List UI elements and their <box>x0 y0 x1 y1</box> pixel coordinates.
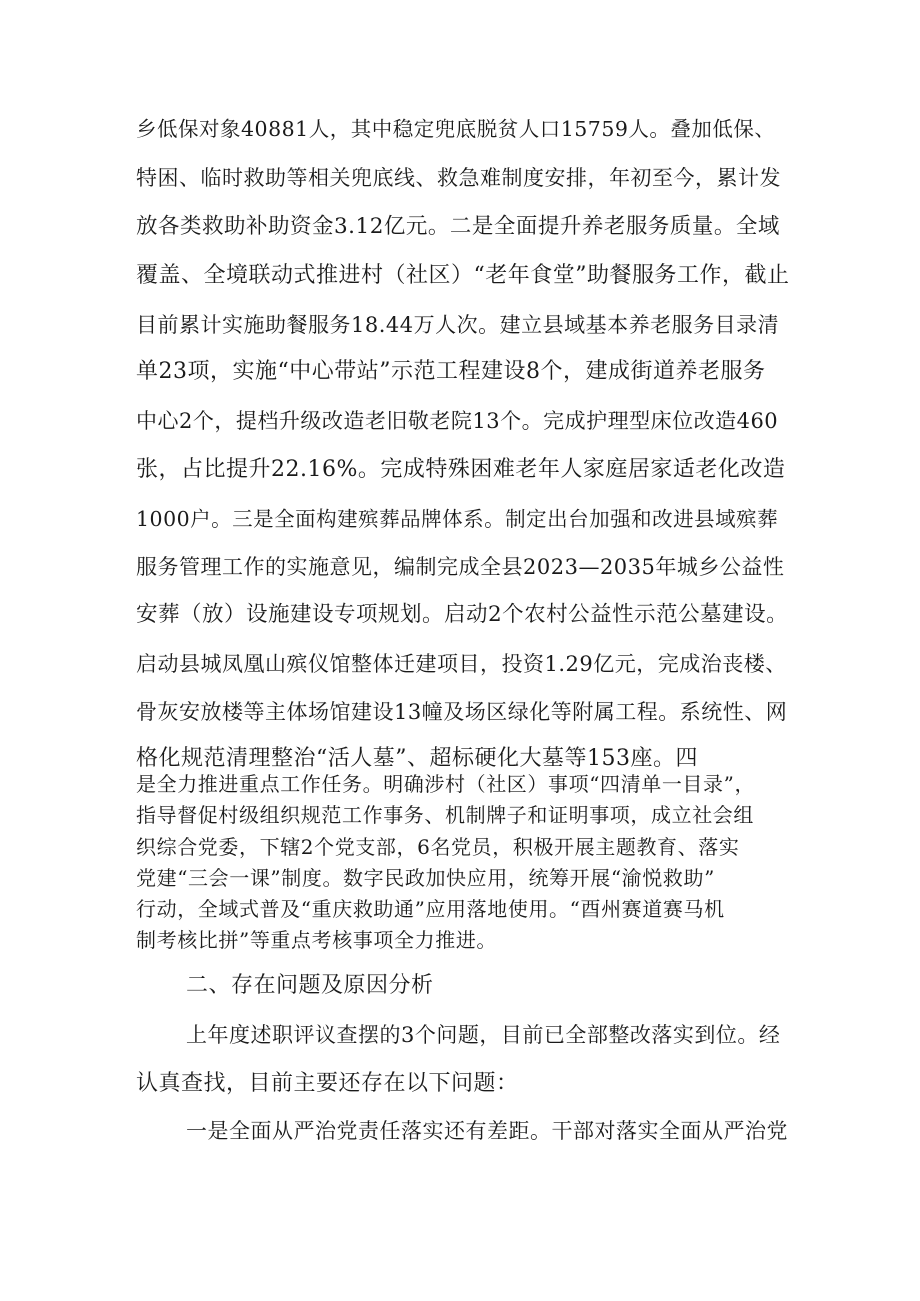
text-line: 启动县城凤凰山殡仪馆整体迁建项目，投资1.29亿元，完成治丧楼、 <box>136 652 787 676</box>
text-line: 中心2个，提档升级改造老旧敬老院13个。完成护理型床位改造460 <box>136 409 779 433</box>
text-line: 张，占比提升22.16%。完成特殊困难老年人家庭居家适老化改造 <box>136 457 786 482</box>
text-line: 制考核比拼”等重点考核事项全力推进。 <box>136 928 498 952</box>
text-line: 特困、临时救助等相关兜底线、救急难制度安排，年初至今，累计发 <box>136 166 781 190</box>
text-line: 格化规范清理整治“活人墓”、超标硬化大墓等153座。四 <box>136 746 698 771</box>
text-line: 放各类救助补助资金3.12亿元。二是全面提升养老服务质量。全域 <box>136 214 780 239</box>
text-line: 乡低保对象40881人，其中稳定兜底脱贫人口15759人。叠加低保、 <box>136 117 776 141</box>
text-line: 行动，全域式普及“重庆救助通”应用落地使用。“酉州赛道赛马机 <box>136 897 725 921</box>
text-line: 1000户。三是全面构建殡葬品牌体系。制定出台加强和改进县域殡葬 <box>136 507 779 531</box>
text-line: 目前累计实施助餐服务18.44万人次。建立县域基本养老服务目录清 <box>136 313 780 337</box>
text-line: 一是全面从严治党责任落实还有差距。干部对落实全面从严治党 <box>186 1119 788 1143</box>
text-line: 认真查找，目前主要还存在以下问题： <box>136 1071 519 1096</box>
text-line: 安葬（放）设施建设专项规划。启动2个农村公益性示范公墓建设。 <box>136 602 789 627</box>
text-line: 指导督促村级组织规范工作事务、机制牌子和证明事项，成立社会组 <box>136 803 754 827</box>
text-line: 覆盖、全境联动式推进村（社区）“老年食堂”助餐服务工作，截止 <box>136 263 790 288</box>
text-line: 单23项，实施“中心带站”示范工程建设8个，建成街道养老服务 <box>136 359 766 384</box>
text-line: 骨灰安放楼等主体场馆建设13幢及场区绿化等附属工程。系统性、网 <box>136 700 788 724</box>
section-heading: 二、存在问题及原因分析 <box>186 973 434 998</box>
text-line: 服务管理工作的实施意见，编制完成全县2023—2035年城乡公益性 <box>136 555 785 579</box>
text-line: 党建“三会一课”制度。数字民政加快应用，统筹开展“渝悦救助” <box>136 866 715 890</box>
text-line: 是全力推进重点工作任务。明确涉村（社区）事项“四清单一目录”， <box>136 772 756 796</box>
text-line: 上年度述职评议查摆的3个问题，目前已全部整改落实到位。经 <box>186 1023 781 1047</box>
text-line: 织综合党委，下辖2个党支部，6名党员，积极开展主题教育、落实 <box>136 835 740 859</box>
